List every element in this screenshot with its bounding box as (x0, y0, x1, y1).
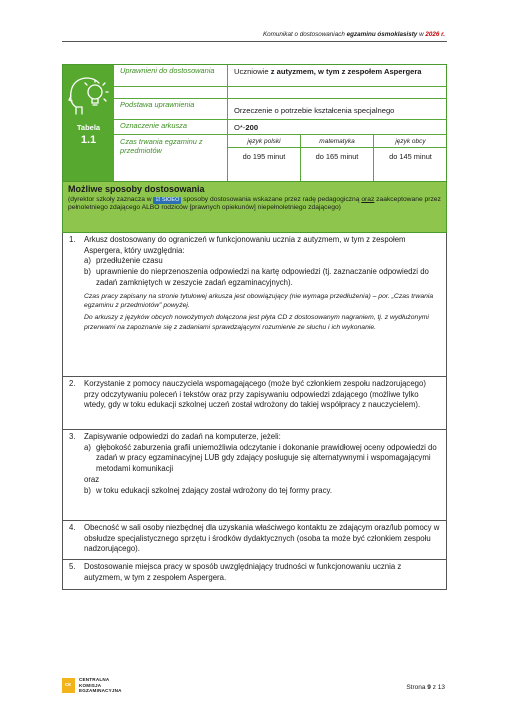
adjustments-list (62, 233, 447, 590)
item-number: 1. (69, 235, 76, 244)
subject-matematyka: matematyka (301, 135, 373, 148)
duration-obcy: do 145 minut (389, 152, 432, 161)
header-year: 2026 r. (425, 31, 445, 38)
page-total: z 13 (430, 684, 445, 691)
cke-logo-text (79, 677, 122, 694)
table-badge (63, 65, 114, 181)
row-czas (114, 135, 447, 181)
label-empty (114, 87, 228, 98)
sub-oraz: oraz (84, 474, 100, 484)
item-4-main (69, 523, 440, 555)
sioeo-badge (153, 197, 181, 204)
note-time: Czas pracy zapisany na stronie tytułowej arkusza jest obowiązujący (nie wymaga przedłużenia) – por. „Czas trwania egzaminu z przedmiotów” powyżej. (84, 292, 434, 309)
list-item (63, 233, 446, 377)
label-czas: Czas trwania egzaminu z przedmiotów (114, 135, 228, 181)
label-oznaczenie: Oznaczenie arkusza (114, 120, 228, 134)
logo-line-2: KOMISJA (79, 682, 102, 688)
item-1-main (69, 235, 440, 256)
sub-letter: a) (84, 442, 91, 452)
item-2-main (69, 379, 440, 411)
value-uprawnieni-bold: z autyzmem, w tym z zespołem Aspergera (270, 67, 422, 76)
item-number: 2. (69, 379, 76, 388)
value-uprawnieni (228, 65, 447, 86)
item-number: 3. (69, 432, 76, 441)
desc-part1: (dyrektor szkoły zaznacza w (68, 196, 154, 203)
sub-text: uprawnienie do nieprzenoszenia odpowiedzi na kartę odpowiedzi (tj. zaznaczanie odpowiedzi do zadań zamkniętych w zeszycie zadań egzaminacyjnych). (96, 267, 429, 287)
item-text: Zapisywanie odpowiedzi do zadań na komputerze, jeżeli: (84, 432, 281, 441)
desc-part2: sposoby dostosowania wskazane przez radę pedagogiczną (181, 196, 362, 203)
list-item (63, 521, 446, 560)
label-uprawnieni: Uprawnieni do dostosowania (114, 65, 228, 86)
logo-line-3: EGZAMINACYJNA (79, 688, 122, 693)
time-col-matematyka (301, 135, 374, 181)
list-item (63, 377, 446, 430)
list-item (63, 430, 446, 521)
sub-item (69, 256, 440, 267)
item-number: 5. (69, 562, 76, 571)
item-text: Dostosowanie miejsca pracy w sposób uwzględniający trudności w funkcjonowaniu ucznia z autyzmem, w tym z zespołem Aspergera. (84, 562, 402, 582)
checkbox-icon: ☑ (155, 196, 162, 203)
item-text: Arkusz dostosowany do ograniczeń w funkcjonowaniu ucznia z autyzmem, w tym z zespołem Aspergera, który uwzględnia: (84, 235, 406, 255)
value-uprawnieni-prefix: Uczniowie (234, 67, 271, 76)
value-podstawa: Orzeczenie o potrzebie kształcenia specjalnego (234, 106, 395, 115)
row-oznaczenie (114, 120, 447, 135)
cke-logo-icon: ce (62, 678, 75, 693)
adjustments-header (62, 182, 447, 233)
duration-matematyka: do 165 minut (315, 152, 359, 161)
page-prefix: Strona (406, 684, 428, 691)
sub-text: głębokość zaburzenia grafii uniemożliwia odczytanie i dokonanie prawidłowej oceny odpowiedzi do zadań w pracy egzaminacyjnej LUB gdy zdający posługuje się alternatywnymi i wspomagającymi metodami komunikacji (96, 442, 437, 474)
sub-letter: b) (84, 267, 91, 277)
item-text: Korzystanie z pomocy nauczyciela wspomagającego (może być członkiem zespołu nadzorującego) przy odczytywaniu poleceń i tekstów oraz przy zapisywaniu odpowiedzi zdającego (możliwe tylko wtedy, gdy w toku edukacji szkolnej uczeń został wdrożony do takiej współpracy z nauczycielem). (84, 379, 426, 410)
lightbulb-head-icon (68, 74, 110, 116)
time-col-obcy (374, 135, 447, 181)
note-cd: Do arkuszy z języków obcych nowożytnych dołączona jest płyta CD z dostosowanym nagraniem, tj. z wydłużonymi przerwami na zapoznanie się z zadaniami sprawdzającymi rozumienie ze słuchu i ich wykonanie. (84, 314, 429, 331)
page-current: 9 (427, 684, 431, 691)
item-5-main (69, 562, 440, 583)
header-divider (62, 41, 447, 42)
value-oznaczenie (228, 120, 447, 134)
desc-part3: zaakceptowane przez pełnoletniego zdającego ALBO rodziców [prawnych opiekunów] niepełnoletniego zdającego) (68, 196, 441, 212)
value-oznaczenie-bold: 200 (245, 123, 259, 132)
sub-item (69, 443, 440, 475)
row-uprawnieni (114, 65, 447, 87)
table-label: Tabela (76, 123, 101, 132)
adjustments-description (68, 196, 441, 212)
page-number (406, 684, 445, 691)
page-header (263, 31, 445, 38)
subject-obcy: język obcy (374, 135, 447, 148)
adjustments-title: Możliwe sposoby dostosowania (68, 184, 205, 194)
table-number: 1.1 (80, 134, 97, 146)
desc-oraz: oraz (361, 196, 375, 203)
item-text: Obecność w sali osoby niezbędnej dla uzyskania właściwego kontaktu ze zdającym oraz/lub pomocy w obsłudze specjalistycznego sprzętu i środków dydaktycznych (osoba ta może być członkiem zespołu nadzorującego). (84, 523, 440, 554)
row-empty (114, 87, 447, 98)
sub-item (69, 486, 440, 497)
value-oznaczenie-prefix: O*- (234, 123, 246, 132)
header-exam-name: egzaminu ósmoklasisty (346, 31, 418, 38)
sub-letter: b) (84, 485, 91, 495)
item-3-main (69, 432, 440, 443)
row-podstawa (114, 98, 447, 120)
sub-letter: a) (84, 256, 91, 266)
subject-polski: język polski (228, 135, 300, 148)
sub-text: przedłużenie czasu (96, 256, 163, 266)
label-podstawa: Podstawa uprawnienia (114, 99, 228, 119)
list-item (63, 560, 446, 590)
header-mid: w (417, 31, 426, 38)
sub-text: w toku edukacji szkolnej zdający został wdrożony do tej formy pracy. (96, 485, 333, 495)
duration-polski: do 195 minut (242, 152, 286, 161)
logo-line-1: CENTRALNA (79, 677, 110, 682)
info-table (62, 64, 447, 182)
time-grid (228, 135, 447, 181)
sioeo-label: SIOEO (161, 196, 180, 203)
sub-item (69, 267, 440, 288)
item-number: 4. (69, 523, 76, 532)
time-col-polski (228, 135, 301, 181)
header-text: Komunikat o dostosowaniach (262, 31, 347, 38)
